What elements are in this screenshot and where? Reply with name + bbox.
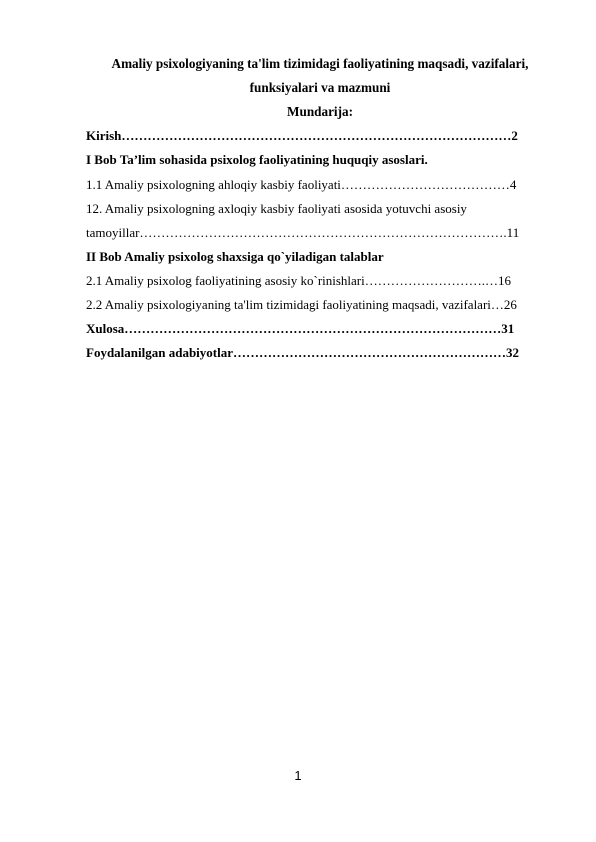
toc-entry-kirish: Kirish………………………………………………………………………………2 [86,128,518,143]
toc-section-2-1: 2.1 Amaliy psixolog faoliyatining asosiy ko`rinishlari……………………….…16 [86,273,512,288]
toc-entry-adabiyotlar: Foydalanilgan adabiyotlar………………………………………………………32 [86,345,519,360]
toc-section-1-2-line-2: tamoyillar………………………………………………………………………….11 [86,225,520,240]
contents-heading: Mundarija: [287,104,353,119]
toc-section-2-2: 2.2 Amaliy psixologiyaning ta'lim tizimidagi faoliyatining maqsadi, vazifalari…26 [86,297,517,312]
document-title-line-2: funksiyalari va mazmuni [249,80,391,95]
toc-chapter-2: II Bob Amaliy psixolog shaxsiga qo`yiladigan talablar [86,249,384,264]
page-number: 1 [294,768,302,783]
toc-section-1-2-line-1: 12. Amaliy psixologning axloqiy kasbiy faoliyati asosida yotuvchi asosiy [86,201,467,216]
toc-section-1-1: 1.1 Amaliy psixologning ahloqiy kasbiy faoliyati…………………………………4 [86,177,517,192]
toc-chapter-1: I Bob Ta’lim sohasida psixolog faoliyatining huquqiy asoslari. [86,152,428,167]
document-title-line-1: Amaliy psixologiyaning ta'lim tizimidagi faoliyatining maqsadi, vazifalari, [111,56,529,71]
toc-entry-xulosa: Xulosa……………………………………………………………………………31 [86,321,515,336]
